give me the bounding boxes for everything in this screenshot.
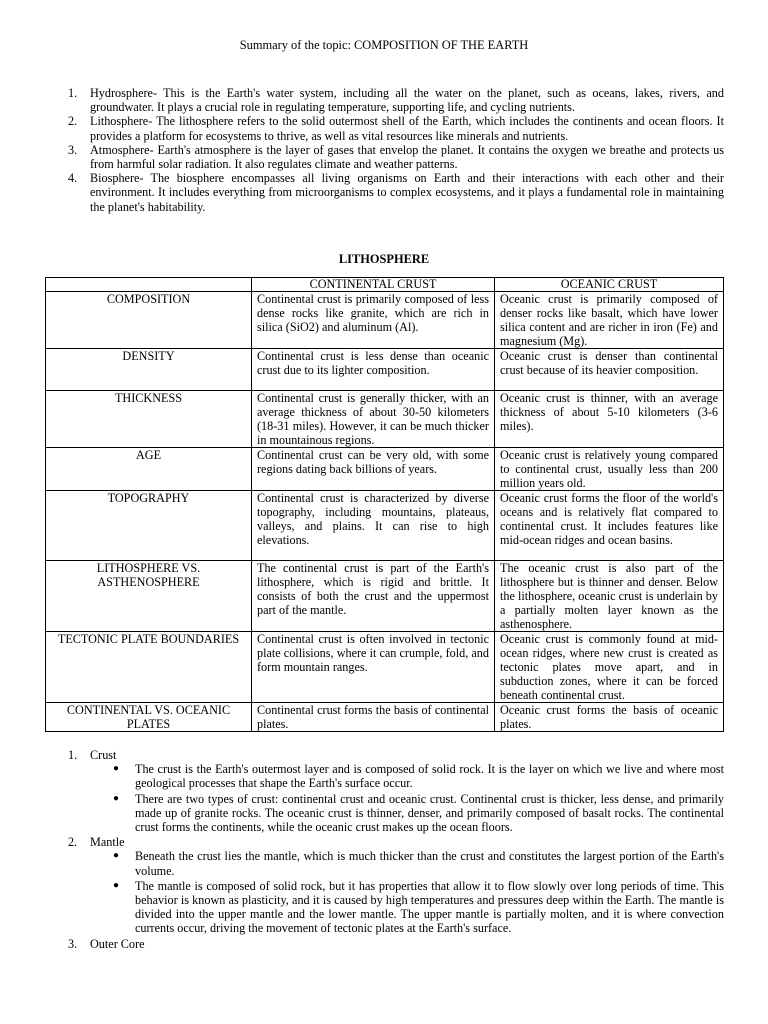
list-item — [64, 171, 724, 214]
bullet-item — [90, 879, 724, 936]
list-number: 1. — [68, 748, 78, 762]
table-header-row — [46, 278, 724, 292]
list-item-text: Biosphere- The biosphere encompasses all living organisms on Earth and their interactions with each other and their environment. It includes everything from microorganisms to complex ecosystems, and it plays a fundamental role in maintaining the planet's habitability. — [90, 171, 724, 214]
continental-cell: Continental crust forms the basis of continental plates. — [252, 703, 495, 732]
continental-cell: The continental crust is part of the Earth's lithosphere, which is rigid and brittle. It consists of both the crust and the uppermost part of the mantle. — [252, 561, 495, 632]
row-label: TOPOGRAPHY — [46, 491, 252, 561]
bullet-list — [90, 762, 724, 834]
bullet-list — [90, 849, 724, 935]
list-number: 4. — [68, 171, 78, 186]
continental-cell: Continental crust is generally thicker, with an average thickness of about 30-50 kilometers (18-31 miles). However, it can be much thicker in mountainous regions. — [252, 391, 495, 448]
list-number: 2. — [68, 114, 78, 129]
table-row — [46, 391, 724, 448]
layer-title: Crust — [90, 748, 117, 762]
intro-list — [64, 86, 724, 214]
row-label: CONTINENTAL VS. OCEANIC PLATES — [46, 703, 252, 732]
bullet-text: Beneath the crust lies the mantle, which is much thicker than the crust and constitutes the largest portion of the Earth's volume. — [135, 849, 724, 878]
row-label: DENSITY — [46, 349, 252, 391]
bullet-item — [90, 849, 724, 877]
list-item — [64, 86, 724, 114]
row-label: TECTONIC PLATE BOUNDARIES — [46, 632, 252, 703]
layer-title: Mantle — [90, 835, 125, 850]
bullet-text: The mantle is composed of solid rock, but it has properties that allow it to flow slowly over long periods of time. This behavior is known as plasticity, and it is caused by high temperatures and pressures deep within the Earth. The mantle is divided into the upper mantle and the lower mantle. The upper mantle is partially molten, and it is where convection currents occur, driving the movement of tectonic plates at the Earth's surface. — [135, 878, 724, 936]
bullet-text: There are two types of crust: continental crust and oceanic crust. Continental crust is thicker, less dense, and primarily made up of granite rocks. The oceanic crust is thinner, denser, and primarily composed of basalt rocks. The continental crust forms the continents, while the oceanic crust makes up the ocean floors. — [135, 791, 724, 835]
table-header-cell: CONTINENTAL CRUST — [252, 278, 495, 292]
continental-cell: Continental crust can be very old, with some regions dating back billions of years. — [252, 448, 495, 491]
table-header-cell: OCEANIC CRUST — [495, 278, 724, 292]
table-row — [46, 632, 724, 703]
continental-cell: Continental crust is often involved in tectonic plate collisions, where it can crumple, fold, and form mountain ranges. — [252, 632, 495, 703]
continental-cell: Continental crust is less dense than oceanic crust due to its lighter composition. — [252, 349, 495, 391]
continental-cell: Continental crust is characterized by diverse topography, including mountains, plateaus, valleys, and plains. It can rise to high elevations. — [252, 491, 495, 561]
list-item — [64, 835, 724, 935]
list-number: 2. — [68, 835, 78, 850]
list-item-text: Hydrosphere- This is the Earth's water system, including all the water on the planet, such as oceans, lakes, rivers, and groundwater. It plays a crucial role in regulating temperature, supporting life, and cycling nutrients. — [90, 86, 724, 115]
bullet-icon: ● — [113, 850, 120, 862]
oceanic-cell: Oceanic crust is commonly found at mid-ocean ridges, where new crust is created as tectonic plates move apart, and in subduction zones, where it can be forced beneath continental crust. — [495, 632, 724, 703]
table-row — [46, 349, 724, 391]
list-number: 1. — [68, 86, 78, 100]
layer-title: Outer Core — [90, 936, 145, 951]
bullet-item — [90, 792, 724, 835]
bullet-icon: ● — [113, 879, 120, 891]
list-item — [64, 748, 724, 834]
oceanic-cell: The oceanic crust is also part of the lithosphere but is thinner and denser. Below the lithosphere, oceanic crust is underlain by a partially molten layer known as the asthenosphere. — [495, 561, 724, 632]
oceanic-cell: Oceanic crust forms the basis of oceanic plates. — [495, 703, 724, 732]
bullet-icon: ● — [113, 763, 120, 775]
table-row — [46, 561, 724, 632]
row-label: AGE — [46, 448, 252, 491]
list-number: 3. — [68, 936, 78, 951]
table-header-cell — [46, 278, 252, 292]
list-item-text: Lithosphere- The lithosphere refers to the solid outermost shell of the Earth, which includes the continents and ocean floors. It provides a platform for ecosystems to thrive, as well as vital resources like minerals and nutrients. — [90, 114, 724, 143]
row-label: COMPOSITION — [46, 292, 252, 349]
row-label: LITHOSPHERE VS. ASTHENOSPHERE — [46, 561, 252, 632]
table-row — [46, 703, 724, 732]
continental-cell: Continental crust is primarily composed of less dense rocks like granite, which are rich in silica (SiO2) and aluminum (Al). — [252, 292, 495, 349]
document-title: Summary of the topic: COMPOSITION OF THE EARTH — [239, 38, 529, 52]
table-row — [46, 292, 724, 349]
table-row — [46, 448, 724, 491]
earth-layers-list — [64, 748, 724, 951]
list-number: 3. — [68, 142, 78, 157]
bullet-icon: ● — [113, 792, 120, 804]
table-row — [46, 491, 724, 561]
list-item — [64, 937, 724, 951]
oceanic-cell: Oceanic crust forms the floor of the world's oceans and is relatively flat compared to continental crust. It includes features like mid-ocean ridges and ocean basins. — [495, 491, 724, 561]
bullet-text: The crust is the Earth's outermost layer and is composed of solid rock. It is the layer on which we live and where most geological processes that shape the Earth's surface occur. — [135, 762, 724, 791]
oceanic-cell: Oceanic crust is relatively young compared to continental crust, usually less than 200 million years old. — [495, 448, 724, 491]
section-heading: LITHOSPHERE — [338, 252, 430, 266]
lithosphere-table — [45, 277, 724, 732]
list-item — [64, 114, 724, 142]
list-item — [64, 143, 724, 171]
oceanic-cell: Oceanic crust is primarily composed of denser rocks like basalt, which have lower silica content and are richer in iron (Fe) and magnesium (Mg). — [495, 292, 724, 349]
bullet-item — [90, 762, 724, 790]
oceanic-cell: Oceanic crust is thinner, with an average thickness of about 5-10 kilometers (3-6 miles). — [495, 391, 724, 448]
oceanic-cell: Oceanic crust is denser than continental crust because of its heavier composition. — [495, 349, 724, 391]
row-label: THICKNESS — [46, 391, 252, 448]
list-item-text: Atmosphere- Earth's atmosphere is the layer of gases that envelop the planet. It contains the oxygen we breathe and protects us from harmful solar radiation. It also regulates climate and weather patterns. — [90, 142, 724, 172]
